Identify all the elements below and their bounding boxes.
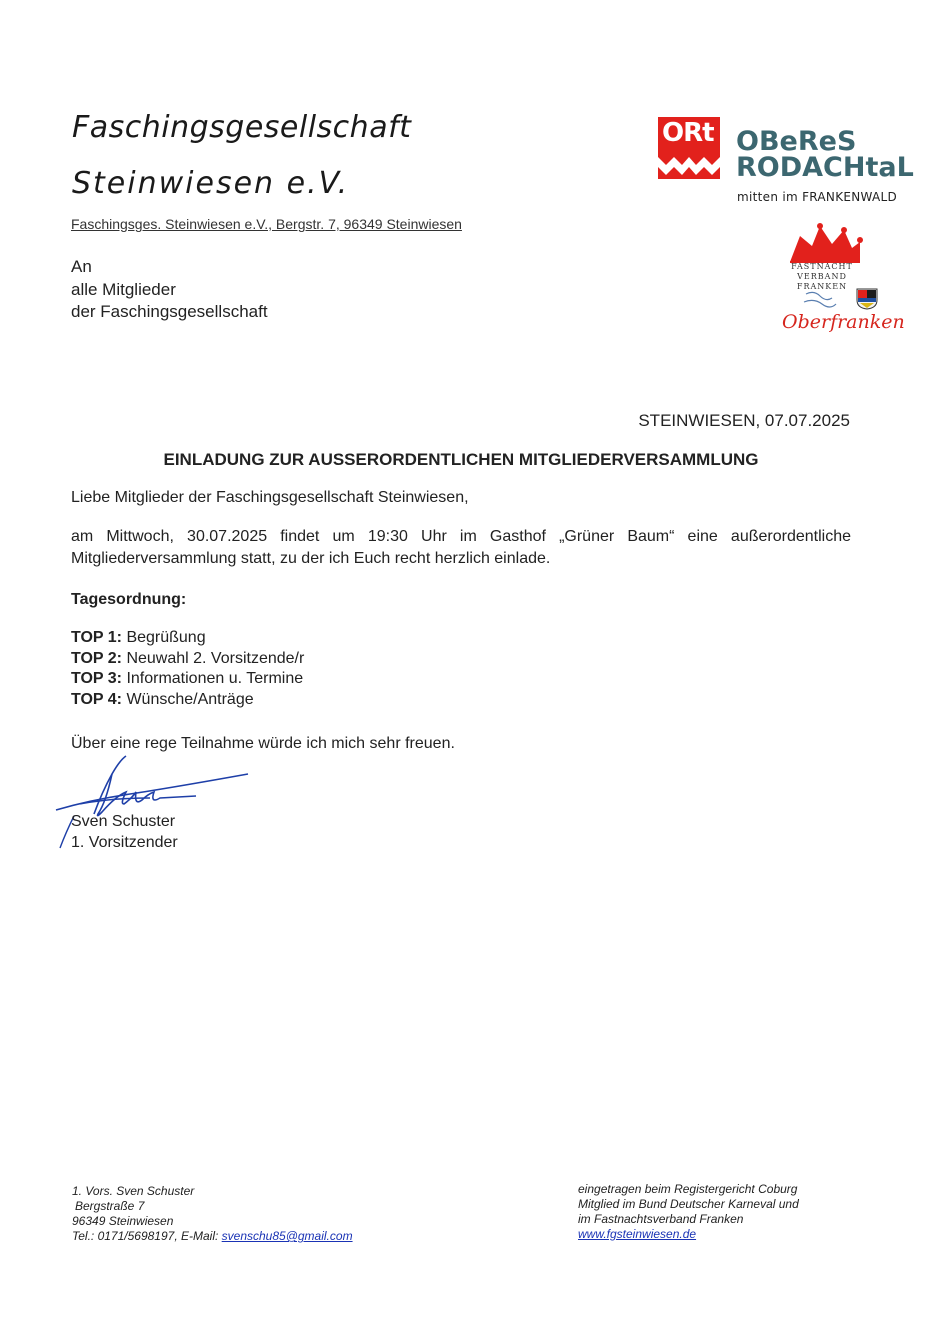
place-date: STEINWIESEN, 07.07.2025 xyxy=(638,411,850,430)
agenda-item-label: TOP 3: xyxy=(71,670,122,687)
fvf-logo-text xyxy=(790,262,854,292)
ort-region-line2: RODACHtaL xyxy=(736,152,914,183)
agenda-item-text: Neuwahl 2. Vorsitzende/r xyxy=(126,650,305,667)
jester-hat-icon xyxy=(786,222,866,266)
invitation-paragraph xyxy=(71,526,851,570)
signatory-name: Sven Schuster xyxy=(71,813,176,830)
brand-name-line1: Faschingsgesellschaft xyxy=(72,110,412,145)
invitation-line2: Mitgliederversammlung statt, zu der ich Euch recht herzlich einlade. xyxy=(71,550,551,567)
footer-registry-line2: Mitglied im Bund Deutscher Karneval und xyxy=(578,1197,799,1211)
coat-of-arms-icon xyxy=(856,288,878,310)
footer-email-link[interactable]: svenschu85@gmail.com xyxy=(221,1229,353,1243)
sender-address-line: Faschingsges. Steinwiesen e.V., Bergstr. 7, 96349 Steinwiesen xyxy=(71,216,462,232)
recipient-line2: alle Mitglieder xyxy=(71,280,176,299)
fvf-line3: FRANKEN xyxy=(796,282,848,291)
agenda-item xyxy=(71,629,206,647)
footer-contact-line1: 1. Vors. Sven Schuster xyxy=(72,1184,195,1198)
agenda-item-label: TOP 2: xyxy=(71,650,122,667)
brand-name-line2: Steinwiesen e.V. xyxy=(72,166,350,201)
footer-contact xyxy=(72,1184,353,1244)
invitation-line1: am Mittwoch, 30.07.2025 findet um 19:30 Uhr im Gasthof „Grüner Baum“ eine außerordentliche xyxy=(71,528,851,545)
agenda-item xyxy=(71,650,304,668)
agenda-item-text: Informationen u. Termine xyxy=(126,670,304,687)
footer-contact-line2: Bergstraße 7 xyxy=(75,1199,145,1213)
footer-registry-line3: im Fastnachtsverband Franken xyxy=(578,1212,744,1226)
agenda-item-label: TOP 1: xyxy=(71,629,122,646)
salutation: Liebe Mitglieder der Faschingsgesellschaft Steinwiesen, xyxy=(71,489,469,506)
ort-tagline: mitten im FRANKENWALD xyxy=(737,190,898,204)
agenda-title: Tagesordnung: xyxy=(71,591,187,608)
footer-contact-line4 xyxy=(72,1229,353,1244)
letter-subject: EINLADUNG ZUR AUSSERORDENTLICHEN MITGLIEDERVERSAMMLUNG xyxy=(163,450,759,469)
closing-sentence: Über eine rege Teilnahme würde ich mich sehr freuen. xyxy=(71,735,455,752)
ort-region-line1: OBeReS xyxy=(736,126,857,157)
footer-website-link[interactable]: www.fgsteinwiesen.de xyxy=(578,1227,697,1241)
footer-contact-line3: 96349 Steinwiesen xyxy=(72,1214,174,1228)
recipient-line1: An xyxy=(71,257,92,276)
footer-registry xyxy=(578,1182,799,1242)
agenda-item xyxy=(71,691,254,709)
footer-registry-line1: eingetragen beim Registergericht Coburg xyxy=(578,1182,798,1196)
agenda-item-text: Wünsche/Anträge xyxy=(126,691,254,708)
fvf-line2: VERBAND xyxy=(797,272,847,281)
signatory-role: 1. Vorsitzender xyxy=(71,834,178,851)
footer-phone: Tel.: 0171/5698197, E-Mail: xyxy=(72,1229,222,1243)
fvf-line1: FASTNACHT xyxy=(791,262,853,271)
agenda-item-text: Begrüßung xyxy=(126,629,206,646)
fvf-region-name: Oberfranken xyxy=(782,311,905,333)
agenda-item xyxy=(71,670,303,688)
recipient-line3: der Faschingsgesellschaft xyxy=(71,302,268,321)
agenda-item-label: TOP 4: xyxy=(71,691,122,708)
ort-logo-word: ORt xyxy=(662,118,714,148)
